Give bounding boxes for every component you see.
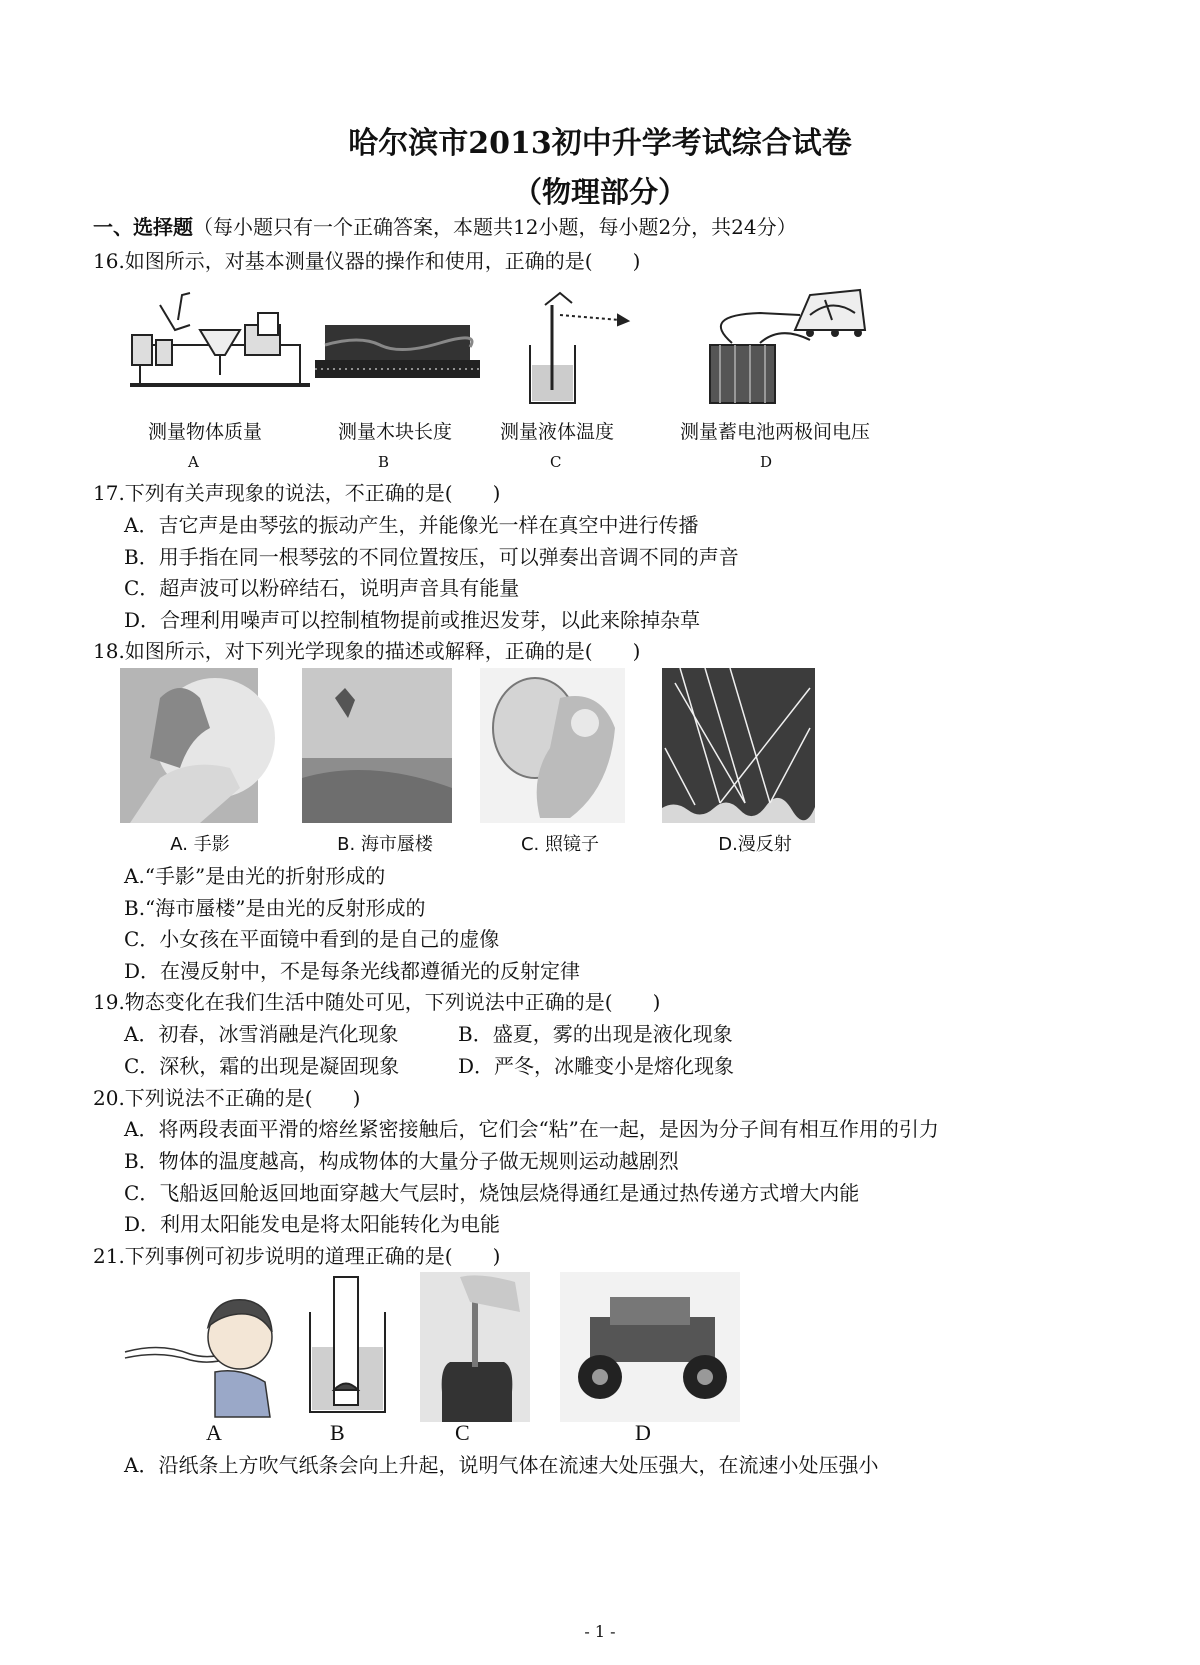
mirror-photo [480, 668, 625, 823]
q18-caption-a: A. 手影 [170, 834, 230, 855]
q16-letter-d: D [760, 453, 773, 471]
page-title: 哈尔滨市2013初中升学考试综合试卷 [348, 126, 852, 161]
q18-option-b: B.“海市蜃楼”是由光的反射形成的 [124, 896, 426, 920]
q18-caption-b: B. 海市蜃楼 [337, 834, 433, 855]
q16-caption-d: 测量蓄电池两极间电压 [679, 421, 870, 443]
q16-caption-a: 测量物体质量 [147, 421, 262, 443]
q19-option-a: A．初春，冰雪消融是汽化现象 [124, 1022, 399, 1046]
bottle-figure [420, 1272, 530, 1422]
q18-photos [120, 668, 820, 828]
q19-option-c: C．深秋，霜的出现是凝固现象 [124, 1054, 400, 1078]
balance-figure [130, 293, 310, 385]
q16-stem: 16.如图所示，对基本测量仪器的操作和使用，正确的是( ) [93, 249, 641, 273]
q17-stem: 17.下列有关声现象的说法，不正确的是( ) [93, 481, 501, 505]
q20-option-a: A．将两段表面平滑的熔丝紧密接触后，它们会“粘”在一起，是因为分子间有相互作用的引力 [124, 1117, 939, 1141]
q19-row-1 [124, 1021, 733, 1047]
q21-letter-d: D [635, 1420, 651, 1445]
q18-option-a: A.“手影”是由光的折射形成的 [124, 864, 386, 888]
q21-letter-a: A [206, 1420, 222, 1445]
section-note: （每小题只有一个正确答案，本题共12小题，每小题2分，共24分） [193, 215, 797, 239]
beaker-tube-figure [310, 1277, 385, 1412]
q19-row-2 [124, 1053, 735, 1079]
page-number: - 1 - [584, 1622, 616, 1641]
q21-stem: 21.下列事例可初步说明的道理正确的是( ) [93, 1244, 501, 1268]
toy-truck-figure [560, 1272, 740, 1422]
q19-stem: 19.物态变化在我们生活中随处可见，下列说法中正确的是( ) [93, 990, 661, 1014]
q17-option-c: C．超声波可以粉碎结石，说明声音具有能量 [124, 576, 520, 600]
q16-figures [120, 285, 900, 410]
q20-stem: 20.下列说法不正确的是( ) [93, 1086, 361, 1110]
q19-option-d: D．严冬，冰雕变小是熔化现象 [458, 1054, 735, 1078]
page-subtitle: （物理部分） [512, 175, 687, 209]
thermometer-figure [530, 293, 628, 403]
q16-letter-c: C [550, 453, 562, 471]
diffuse-reflection-photo [662, 668, 815, 823]
q20-option-b: B．物体的温度越高，构成物体的大量分子做无规则运动越剧烈 [124, 1149, 679, 1173]
q18-caption-d: D.漫反射 [718, 834, 792, 855]
q20-option-d: D．利用太阳能发电是将太阳能转化为电能 [124, 1212, 501, 1236]
q16-caption-b: 测量木块长度 [337, 421, 452, 443]
section-head: 一、选择题 [93, 215, 193, 239]
voltmeter-figure [710, 290, 865, 403]
q16-letter-b: B [378, 453, 390, 471]
section-heading [93, 214, 797, 240]
q18-option-c: C．小女孩在平面镜中看到的是自己的虚像 [124, 927, 500, 951]
ruler-figure [315, 325, 480, 378]
q17-option-d: D．合理利用噪声可以控制植物提前或推迟发芽，以此来除掉杂草 [124, 608, 701, 632]
q21-letter-c: C [455, 1420, 470, 1445]
q21-letter-b: B [330, 1420, 345, 1445]
q18-option-d: D．在漫反射中，不是每条光线都遵循光的反射定律 [124, 959, 581, 983]
q20-option-c: C．飞船返回舱返回地面穿越大气层时，烧蚀层烧得通红是通过热传递方式增大内能 [124, 1181, 860, 1205]
q17-option-b: B．用手指在同一根琴弦的不同位置按压，可以弹奏出音调不同的声音 [124, 545, 739, 569]
q19-option-b: B．盛夏，雾的出现是液化现象 [458, 1022, 733, 1046]
boy-blowing-figure [125, 1300, 272, 1417]
q21-figures [120, 1272, 750, 1422]
hand-shadow-photo [120, 668, 275, 823]
q18-caption-c: C. 照镜子 [520, 834, 599, 855]
q17-option-a: A．吉它声是由琴弦的振动产生，并能像光一样在真空中进行传播 [124, 513, 699, 537]
q18-stem: 18.如图所示，对下列光学现象的描述或解释，正确的是( ) [93, 639, 641, 663]
mirage-photo [302, 668, 452, 823]
q21-option-a: A．沿纸条上方吹气纸条会向上升起，说明气体在流速大处压强大，在流速小处压强小 [124, 1453, 879, 1477]
q16-caption-c: 测量液体温度 [499, 421, 614, 443]
q16-letter-a: A [188, 453, 199, 471]
